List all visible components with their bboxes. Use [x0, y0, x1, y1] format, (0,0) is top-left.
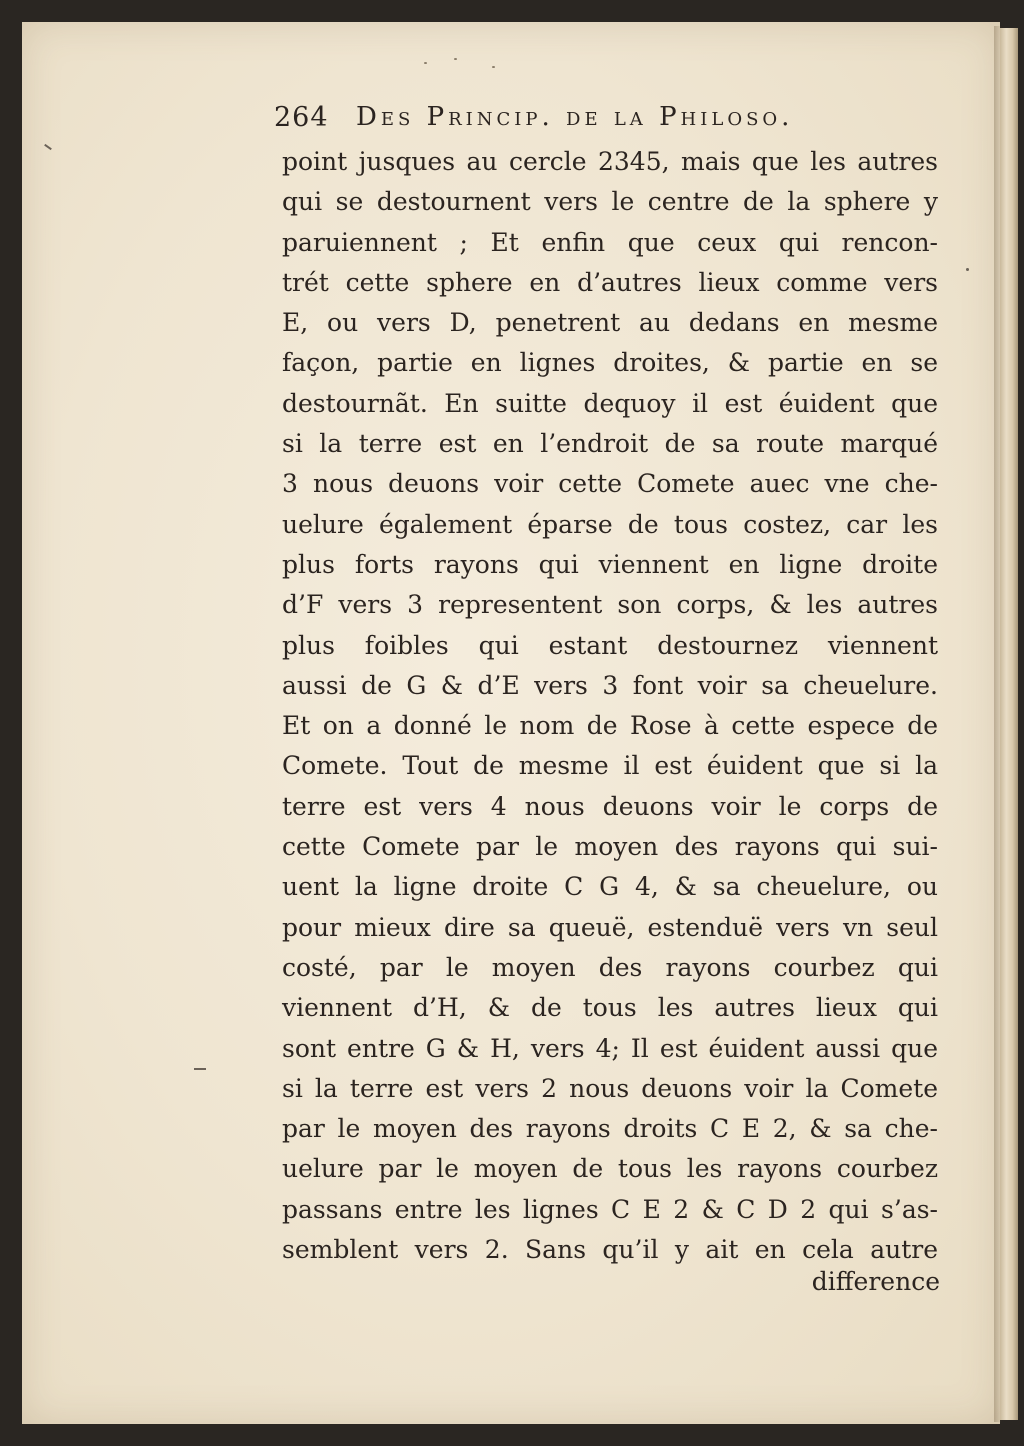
- text-line: sont entre G & H, vers 4; Il est éuident aussi que: [282, 1033, 938, 1063]
- text-line: E, ou vers D, penetrent au dedans en mesme: [282, 308, 938, 338]
- next-page-edge: [1000, 28, 1018, 1420]
- text-line: qui se destournent vers le centre de la sphere y: [282, 187, 938, 217]
- text-line: paruiennent ; Et enfin que ceux qui rencon-: [282, 227, 938, 257]
- text-line: façon, partie en lignes droites, & partie en se: [282, 348, 938, 378]
- paper-speck: [492, 66, 495, 68]
- text-line: cette Comete par le moyen des rayons qui sui-: [282, 832, 938, 862]
- text-line: destournãt. En suitte dequoy il est éuident que: [282, 388, 938, 418]
- text-line: passans entre les lignes C E 2 & C D 2 qui s’as-: [282, 1194, 938, 1224]
- text-line: uelure également éparse de tous costez, car les: [282, 509, 938, 539]
- text-line: terre est vers 4 nous deuons voir le corps de: [282, 791, 938, 821]
- text-line: plus forts rayons qui viennent en ligne droite: [282, 549, 938, 579]
- text-line: viennent d’H, & de tous les autres lieux qui: [282, 993, 938, 1023]
- margin-mark: [194, 1068, 206, 1070]
- margin-mark: [966, 268, 969, 271]
- text-line: uelure par le moyen de tous les rayons courbez: [282, 1154, 938, 1184]
- text-line: point jusques au cercle 2345, mais que les autres: [282, 147, 938, 176]
- paper-speck: [454, 58, 457, 60]
- text-line: d’F vers 3 representent son corps, & les autres: [282, 590, 938, 620]
- text-line: 3 nous deuons voir cette Comete auec vne che-: [282, 469, 938, 499]
- page-number: 264: [274, 102, 329, 133]
- paper-speck: [424, 62, 427, 64]
- text-line: plus foibles qui estant destournez viennent: [282, 630, 938, 660]
- text-line: si la terre est vers 2 nous deuons voir la Comete: [282, 1073, 938, 1103]
- text-line: semblent vers 2. Sans qu’il y ait en cela autre: [282, 1235, 938, 1265]
- text-line: Et on a donné le nom de Rose à cette espece de: [282, 711, 938, 741]
- body-text: [282, 142, 938, 1270]
- catchword: difference: [811, 1267, 940, 1296]
- page-header: [274, 98, 946, 142]
- text-line: pour mieux dire sa queuë, estenduë vers vn seul: [282, 912, 938, 942]
- text-line: trét cette sphere en d’autres lieux comme vers: [282, 267, 938, 297]
- text-line: si la terre est en l’endroit de sa route marqué: [282, 429, 938, 459]
- text-line: uent la ligne droite C G 4, & sa cheuelure, ou: [282, 872, 938, 902]
- text-line: costé, par le moyen des rayons courbez qui: [282, 952, 938, 982]
- text-line: par le moyen des rayons droits C E 2, & sa che-: [282, 1114, 938, 1144]
- text-line: aussi de G & d’E vers 3 font voir sa cheuelure.: [282, 670, 938, 700]
- running-head: Des Princip. de la Philoso.: [356, 102, 794, 132]
- text-line: Comete. Tout de mesme il est éuident que si la: [282, 751, 938, 781]
